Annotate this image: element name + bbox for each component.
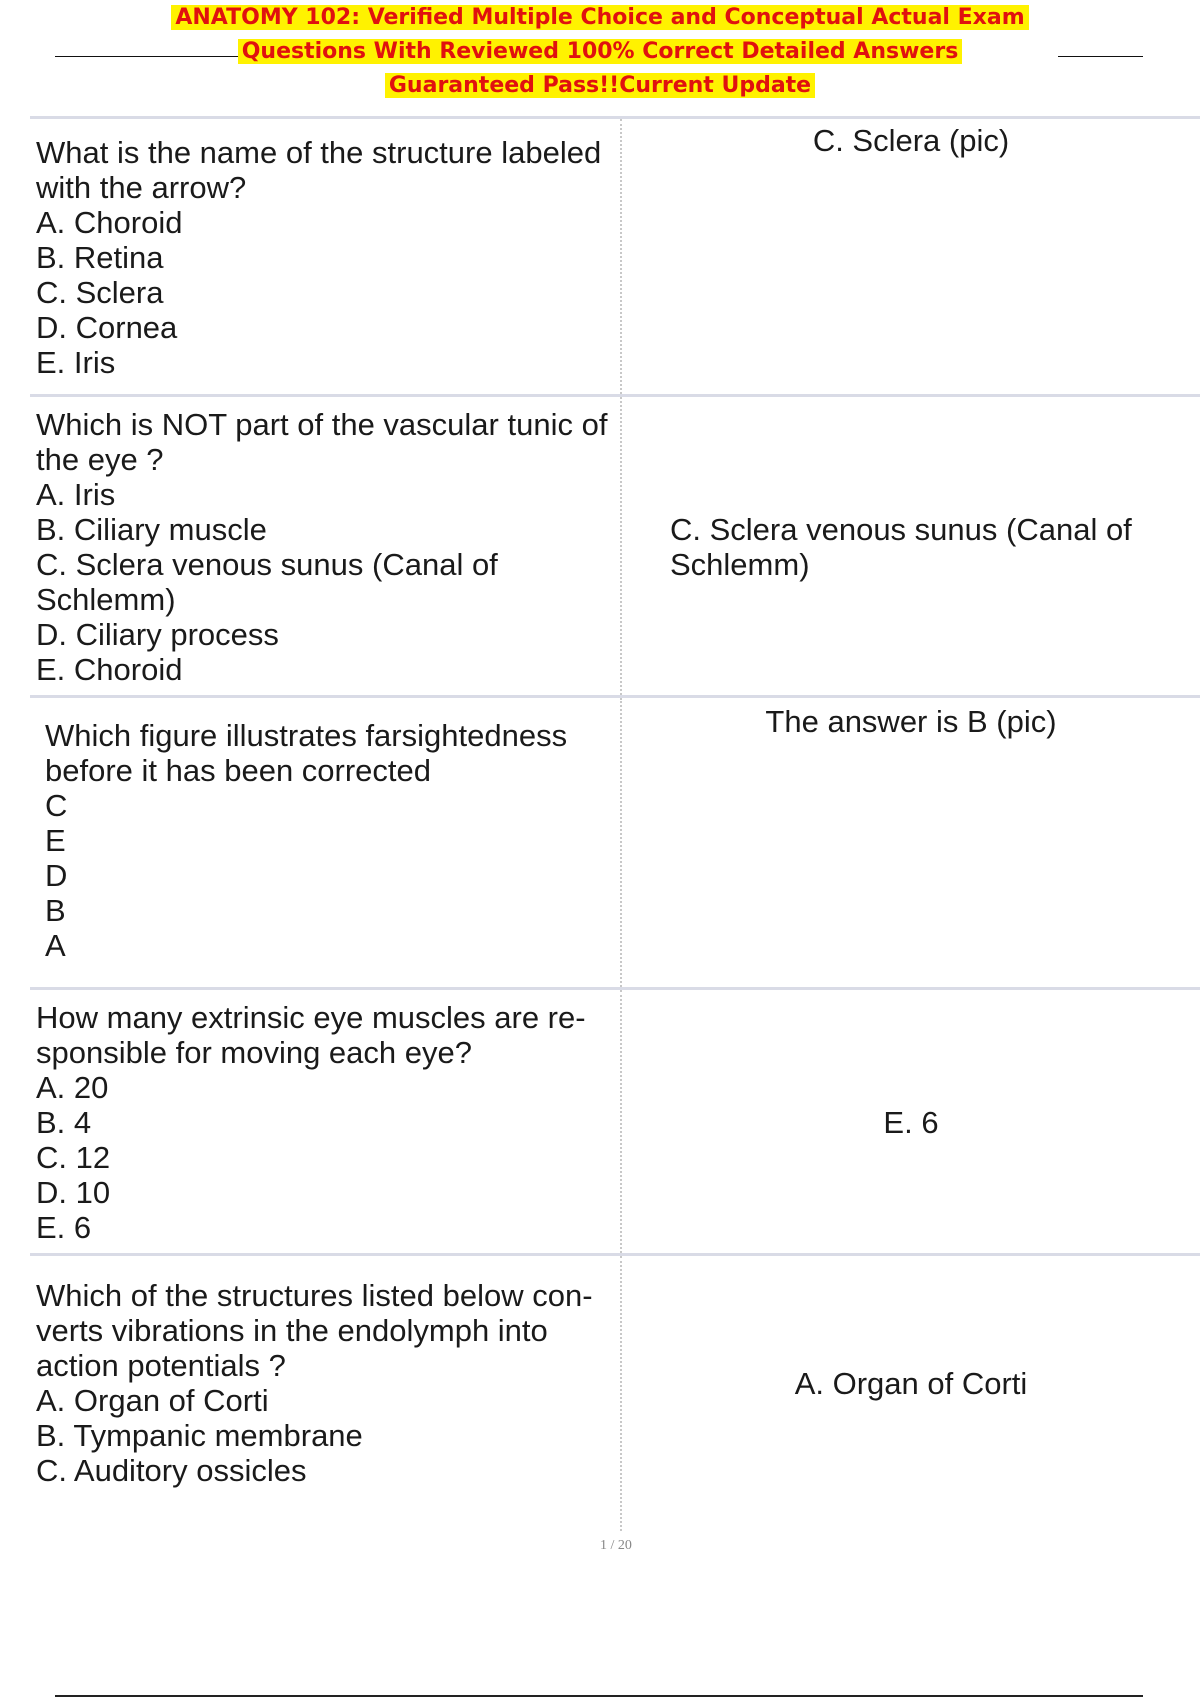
option: E. Choroid [36, 652, 183, 687]
option: C [45, 788, 68, 823]
title-line-3 [0, 71, 1200, 101]
option: C. Sclera [36, 275, 164, 310]
page-number: 1 / 20 [600, 1538, 632, 1553]
answer-text: C. Sclera venous sunus (Canal of Schlemm) [670, 512, 1132, 582]
option: A. Choroid [36, 205, 183, 240]
option: A. Iris [36, 477, 116, 512]
qa-row [30, 697, 1200, 989]
question-cell [30, 396, 621, 697]
option: E [45, 823, 66, 858]
question-cell [30, 1255, 621, 1531]
option: D. Ciliary process [36, 617, 279, 652]
title-line-1 [0, 3, 1200, 33]
question-text: Which figure illustrates farsightedness before it has been corrected [45, 718, 568, 788]
option: D. Cornea [36, 310, 178, 345]
option: C. Sclera venous sunus (Canal of Schlemm) [36, 547, 498, 617]
qa-row [30, 118, 1200, 396]
option: B [45, 893, 66, 928]
option: B. Retina [36, 240, 164, 275]
title-text-3: Guaranteed Pass!!Current Update [385, 73, 815, 98]
option: D [45, 858, 68, 893]
footer-rule [55, 1695, 1143, 1697]
answer-text: C. Sclera (pic) [812, 123, 1010, 158]
answer-cell [621, 118, 1200, 396]
answer-text: E. 6 [883, 1105, 939, 1140]
title-line-2 [0, 37, 1200, 67]
option: A. 20 [36, 1070, 109, 1105]
question-cell [30, 118, 621, 396]
answer-cell [621, 697, 1200, 989]
question-text: Which is NOT part of the vascular tunic of the eye ? [36, 407, 608, 477]
option: A. Organ of Corti [36, 1383, 269, 1418]
answer-cell [621, 989, 1200, 1255]
option: B. Ciliary muscle [36, 512, 267, 547]
option: E. 6 [36, 1210, 92, 1245]
title-text-2: Questions With Reviewed 100% Correct Detailed Answers [238, 39, 963, 64]
option: C. 12 [36, 1140, 111, 1175]
qa-row [30, 1255, 1200, 1531]
answer-cell [621, 1255, 1200, 1531]
option: D. 10 [36, 1175, 111, 1210]
option: B. 4 [36, 1105, 92, 1140]
option: A [45, 928, 66, 963]
question-cell [30, 989, 621, 1255]
option: B. Tympanic membrane [36, 1418, 363, 1453]
question-cell [30, 697, 621, 989]
answer-text: A. Organ of Corti [794, 1366, 1028, 1401]
title-text-1: ANATOMY 102: Verified Multiple Choice and Conceptual Actual Exam [171, 5, 1028, 30]
answer-cell [621, 396, 1200, 697]
qa-row [30, 989, 1200, 1255]
qa-row [30, 396, 1200, 697]
option: E. Iris [36, 345, 116, 380]
question-text: Which of the structures listed below con- verts vibrations in the endolymph into action potentials ? [36, 1278, 593, 1383]
option: C. Auditory ossicles [36, 1453, 307, 1488]
question-text: How many extrinsic eye muscles are re- sponsible for moving each eye? [36, 1000, 586, 1070]
answer-text: The answer is B (pic) [765, 704, 1057, 739]
qa-table [30, 116, 1200, 1531]
question-text: What is the name of the structure labeled with the arrow? [36, 135, 602, 205]
